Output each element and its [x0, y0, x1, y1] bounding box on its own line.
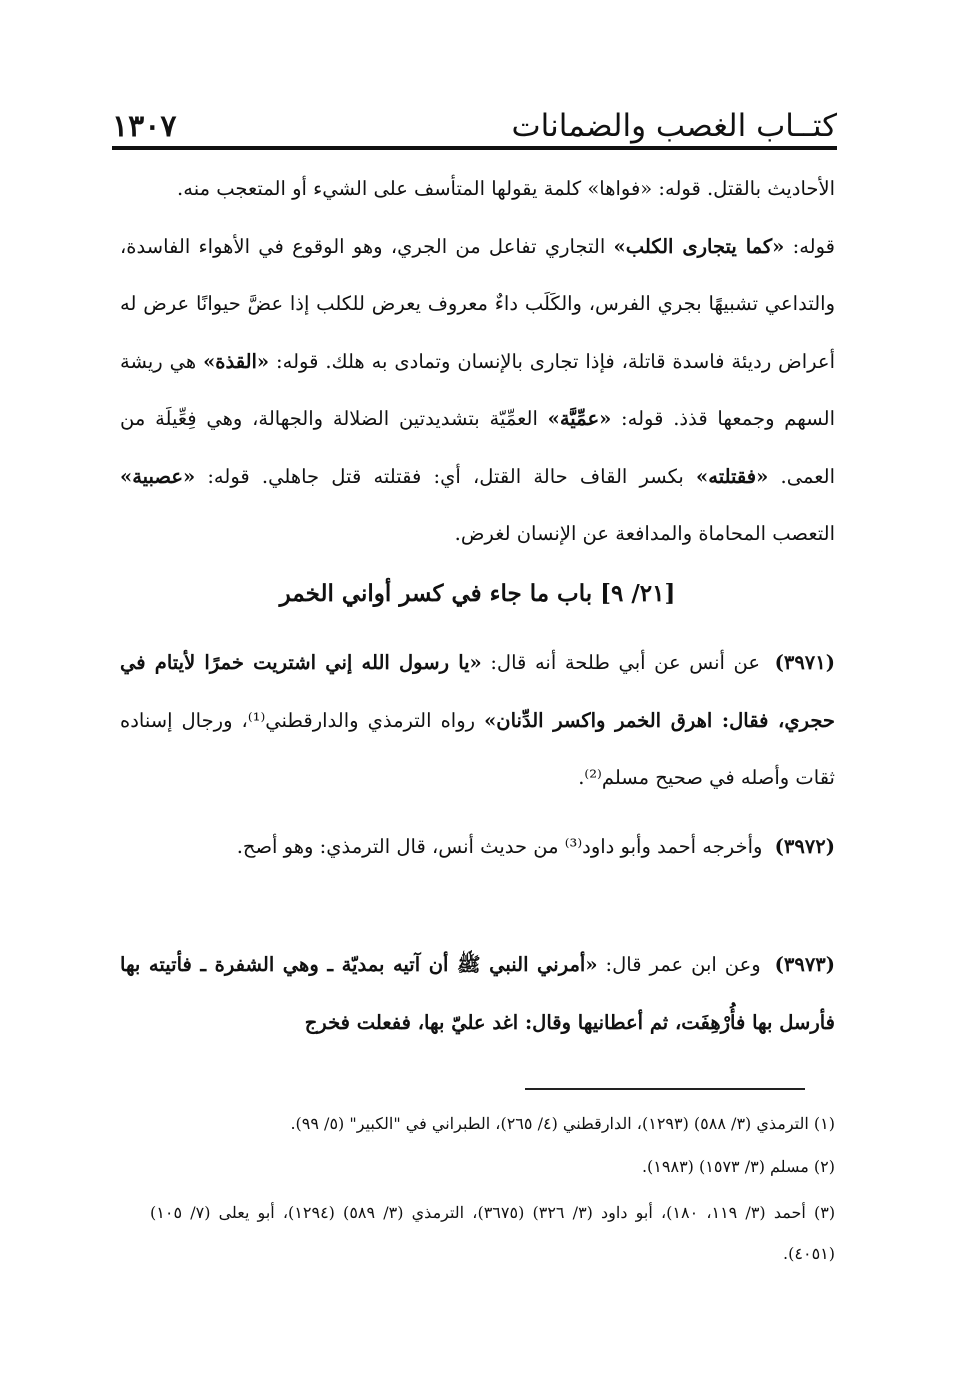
hadith-block-1 [120, 634, 835, 807]
quoted-term: «عصبية» [120, 464, 196, 488]
hadith-3973 [120, 936, 835, 1051]
hadith-block-3 [120, 936, 835, 1051]
commentary-paragraph-1: الأحاديث بالقتل. قوله: «فواها» كلمة يقولها المتأسف على الشيء أو المتعجب منه. [177, 177, 835, 200]
footnote-2: (٢) مسلم (٣/ ١٥٧٣) (١٩٨٣). [641, 1157, 835, 1176]
quoted-term: «القذة» [203, 349, 270, 373]
text-run: رواه الترمذي والدارقطني⁽¹⁾، ورجال إسناده ثقات وأصله في صحيح مسلم⁽²⁾. [120, 708, 835, 789]
quoted-term: «فقتلته» [696, 464, 769, 488]
text-run: التجاري تفاعل من الجري، وهو الوقوع في الأهواء الفاسدة، والتداعي تشبيهًا بجري الفرس، والكَلَب داءٌ معروف يعرض للكلب إذا عضَّ حيوانًا عرض له أعراض رديئة فاسدة قاتلة، فإذا تجارى بالإنسان وتمادى به هلك. قوله: [120, 234, 835, 373]
footnote-3: (٣) أحمد (٣/ ١١٩، ١٨٠)، أبو داود (٣/ ٣٢٦) (٣٦٧٥)، الترمذي (٣/ ٥٨٩) (١٢٩٤)، أبو يعلى (٧/ ١٠٥) (٤٠٥١). [150, 1203, 836, 1263]
text-run: العمِّيّة بتشديدتين الضلالة والجهالة، وهي فِعِّيلَة من العمى. [120, 407, 835, 488]
header-rule [112, 146, 837, 150]
text-run: هي ريشة السهم وجمعها قذذ. قوله: [120, 349, 836, 430]
footnote-1: (١) الترمذي (٣/ ٥٨٨) (١٢٩٣)، الدارقطني (٤/ ٢٦٥)، الطبراني في "الكبير" (٥/ ٩٩). [290, 1114, 835, 1133]
footnotes [150, 1106, 835, 1281]
running-title: كتــاب الغصب والضمانات [511, 108, 837, 144]
text-run: وعن ابن عمر قال: [597, 953, 769, 976]
running-header [112, 88, 837, 144]
text-run: عن أنس عن أبي طلحة أنه قال: [481, 651, 769, 674]
quoted-term: «عمِّيَّة» [547, 407, 612, 430]
commentary-paragraph-2 [120, 218, 835, 563]
section-heading: [٢١/ ٩] باب ما جاء في كسر أواني الخمر [279, 580, 676, 607]
text-run: قوله: [784, 234, 835, 258]
hadith-number: (٣٩٧٣) [774, 953, 836, 976]
text-run: التعصب المحاماة والمدافعة عن الإنسان لغرض. [454, 522, 835, 545]
hadith-text: «يا رسول الله إني اشتريت خمرًا لأيتام في حجري، فقال: اهرق الخمر واكسر الدِّنان» [120, 651, 835, 732]
hadith-text: «أمرني النبي ﷺ أن آتيه بمديّة ـ وهي الشفرة ـ فأتيته بها فأرسل بها فأُرْهِفَت، ثم أعطانيها وقال: اغد عليّ بها، ففعلت فخرج [120, 953, 835, 1034]
quoted-term: «كما يتجارى الكلب» [613, 234, 785, 258]
hadith-3971 [120, 634, 835, 807]
commentary-block [120, 160, 835, 563]
hadith-3972 [120, 818, 835, 876]
hadith-number: (٣٩٧٢) [774, 835, 835, 858]
footnote-rule [525, 1088, 805, 1090]
text-run: وأخرجه أحمد وأبو داود⁽³⁾ من حديث أنس، قال الترمذي: وهو أصح. [236, 835, 769, 858]
page-number: ١٣٠٧ [112, 109, 177, 144]
hadith-number: (٣٩٧١) [774, 651, 835, 674]
hadith-block-2 [120, 818, 835, 876]
text-run: بكسر القاف حالة القتل، أي: فقتلته قتل جاهلي. قوله: [195, 464, 697, 488]
